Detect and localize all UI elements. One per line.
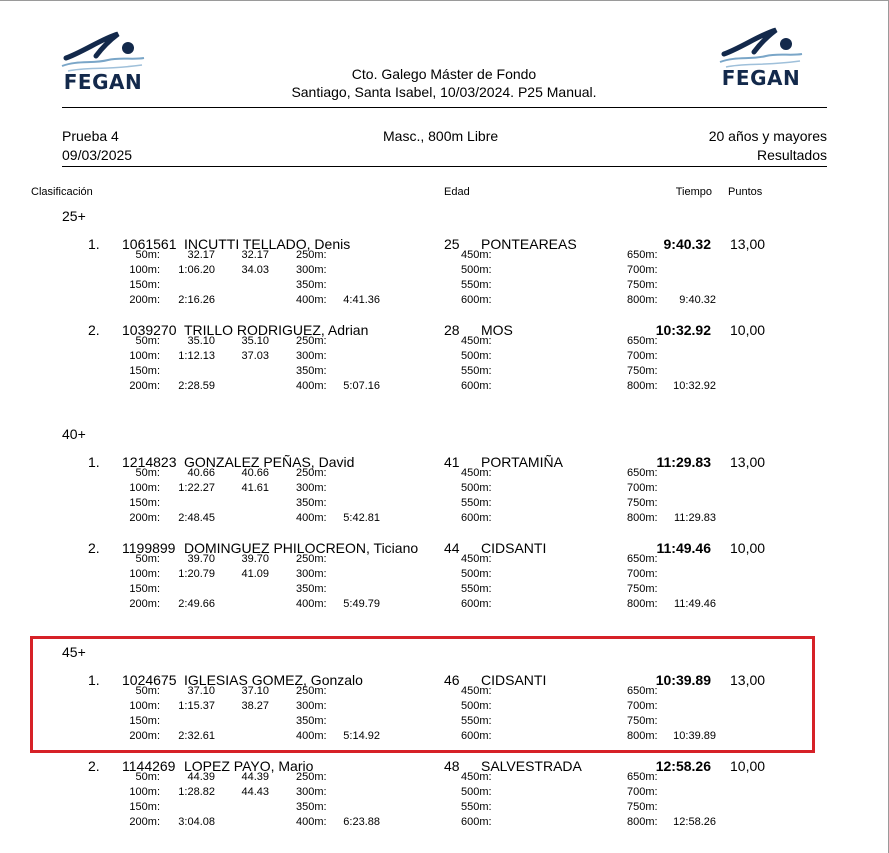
athlete-name: GONZALEZ PEÑAS, David <box>184 454 355 470</box>
athlete-name: LOPEZ PAYO, Mario <box>184 758 314 774</box>
athlete-name: TRILLO RODRIGUEZ, Adrian <box>184 322 369 338</box>
split-distance: 700m: <box>627 786 658 798</box>
athlete-name: INCUTTI TELLADO, Denis <box>184 236 351 252</box>
split-distance: 400m: <box>296 294 327 306</box>
split-distance: 350m: <box>296 279 327 291</box>
athlete-points: 10,00 <box>730 322 766 338</box>
athlete-time: 10:32.92 <box>655 322 711 338</box>
split-distance: 700m: <box>627 482 658 494</box>
athlete-club: CIDSANTI <box>481 540 547 556</box>
split-distance: 300m: <box>296 482 327 494</box>
split-distance: 700m: <box>627 264 658 276</box>
event-date: 09/03/2025 <box>62 147 133 163</box>
swimmer-icon <box>716 26 806 70</box>
category-label: 40+ <box>62 426 86 442</box>
split-time: 1:06.20 <box>178 264 215 276</box>
split-distance: 750m: <box>627 715 658 727</box>
split-distance: 100m: <box>129 700 160 712</box>
top-border <box>0 0 889 1</box>
split-distance: 150m: <box>129 715 160 727</box>
col-classification: Clasificación <box>31 186 93 198</box>
athlete-age: 28 <box>444 322 460 338</box>
athlete-license: 1024675 <box>122 672 177 688</box>
split-distance: 750m: <box>627 279 658 291</box>
split-time: 2:49.66 <box>178 598 215 610</box>
split-distance: 50m: <box>135 685 160 697</box>
split-time: 35.10 <box>187 335 215 347</box>
split-distance: 500m: <box>461 350 492 362</box>
split-distance: 250m: <box>296 249 327 261</box>
split-time: 11:49.46 <box>673 598 716 610</box>
lap-time: 35.10 <box>241 335 269 347</box>
col-time: Tiempo <box>675 186 712 198</box>
split-distance: 800m: <box>627 598 658 610</box>
split-time: 12:58.26 <box>673 816 716 828</box>
split-distance: 100m: <box>129 568 160 580</box>
athlete-place: 2. <box>88 322 100 338</box>
athlete-points: 13,00 <box>730 236 766 252</box>
split-distance: 350m: <box>296 497 327 509</box>
split-distance: 450m: <box>461 685 492 697</box>
split-time: 1:20.79 <box>178 568 215 580</box>
fegan-logo-left <box>58 30 148 94</box>
athlete-place: 2. <box>88 758 100 774</box>
split-distance: 400m: <box>296 730 327 742</box>
athlete-age: 46 <box>444 672 460 688</box>
split-distance: 150m: <box>129 583 160 595</box>
split-time: 2:48.45 <box>178 512 215 524</box>
split-distance: 600m: <box>461 512 492 524</box>
split-time: 2:16.26 <box>178 294 215 306</box>
split-distance: 750m: <box>627 801 658 813</box>
split-distance: 600m: <box>461 598 492 610</box>
athlete-age: 44 <box>444 540 460 556</box>
athlete-time: 10:39.89 <box>655 672 711 688</box>
split-distance: 800m: <box>627 816 658 828</box>
split-distance: 600m: <box>461 380 492 392</box>
split-distance: 100m: <box>129 350 160 362</box>
athlete-license: 1039270 <box>122 322 177 338</box>
athlete-club: PONTEAREAS <box>481 236 577 252</box>
split-distance: 150m: <box>129 279 160 291</box>
split-distance: 550m: <box>461 801 492 813</box>
split-distance: 200m: <box>129 598 160 610</box>
split-distance: 500m: <box>461 482 492 494</box>
split-time: 2:28.59 <box>178 380 215 392</box>
lap-time: 41.61 <box>241 482 269 494</box>
event-status: Resultados <box>756 147 827 163</box>
event-number: Prueba 4 <box>62 128 119 144</box>
header-divider <box>62 107 827 108</box>
athlete-license: 1144269 <box>122 758 176 774</box>
athlete-points: 10,00 <box>730 758 766 774</box>
split-distance: 700m: <box>627 700 658 712</box>
split-time: 1:15.37 <box>178 700 215 712</box>
split-distance: 800m: <box>627 730 658 742</box>
split-distance: 150m: <box>129 497 160 509</box>
athlete-points: 13,00 <box>730 672 766 688</box>
athlete-age: 48 <box>444 758 460 774</box>
split-distance: 450m: <box>461 467 492 479</box>
split-time: 1:28.82 <box>178 786 215 798</box>
split-distance: 800m: <box>627 512 658 524</box>
split-distance: 750m: <box>627 365 658 377</box>
split-distance: 800m: <box>627 380 658 392</box>
athlete-place: 1. <box>88 236 100 252</box>
info-divider <box>62 166 827 167</box>
split-distance: 350m: <box>296 801 327 813</box>
athlete-time: 11:49.46 <box>656 540 711 556</box>
lap-time: 44.39 <box>241 771 269 783</box>
split-distance: 650m: <box>627 553 658 565</box>
athlete-name: DOMINGUEZ PHILOCREON, Ticiano <box>184 540 419 556</box>
split-time: 5:42.81 <box>343 512 380 524</box>
split-distance: 700m: <box>627 350 658 362</box>
category-label: 25+ <box>62 208 86 224</box>
split-distance: 250m: <box>296 467 327 479</box>
split-distance: 50m: <box>135 771 160 783</box>
athlete-name: IGLESIAS GOMEZ, Gonzalo <box>184 672 363 688</box>
split-time: 10:32.92 <box>673 380 716 392</box>
split-distance: 300m: <box>296 264 327 276</box>
split-distance: 550m: <box>461 497 492 509</box>
athlete-club: CIDSANTI <box>481 672 547 688</box>
split-time: 3:04.08 <box>178 816 215 828</box>
split-distance: 50m: <box>135 467 160 479</box>
col-points: Puntos <box>728 186 763 198</box>
athlete-place: 1. <box>88 672 100 688</box>
split-distance: 50m: <box>135 335 160 347</box>
split-distance: 100m: <box>129 786 160 798</box>
split-time: 11:29.83 <box>673 512 716 524</box>
split-time: 2:32.61 <box>178 730 215 742</box>
athlete-age: 41 <box>444 454 460 470</box>
split-distance: 600m: <box>461 730 492 742</box>
split-distance: 500m: <box>461 786 492 798</box>
split-distance: 250m: <box>296 685 327 697</box>
split-distance: 650m: <box>627 249 658 261</box>
split-distance: 450m: <box>461 249 492 261</box>
split-distance: 650m: <box>627 685 658 697</box>
split-distance: 450m: <box>461 771 492 783</box>
event-age-group: 20 años y mayores <box>708 128 827 144</box>
split-time: 40.66 <box>187 467 215 479</box>
split-distance: 200m: <box>129 294 160 306</box>
split-time: 32.17 <box>187 249 215 261</box>
event-name: Masc., 800m Libre <box>383 128 499 144</box>
split-distance: 250m: <box>296 553 327 565</box>
split-distance: 300m: <box>296 786 327 798</box>
athlete-age: 25 <box>444 236 460 252</box>
split-distance: 150m: <box>129 365 160 377</box>
split-distance: 200m: <box>129 816 160 828</box>
split-distance: 350m: <box>296 715 327 727</box>
split-distance: 650m: <box>627 771 658 783</box>
split-time: 5:14.92 <box>343 730 380 742</box>
split-time: 9:40.32 <box>679 294 716 306</box>
split-distance: 750m: <box>627 497 658 509</box>
split-distance: 200m: <box>129 512 160 524</box>
split-distance: 800m: <box>627 294 658 306</box>
fegan-logo-right <box>716 26 806 90</box>
split-distance: 650m: <box>627 467 658 479</box>
split-distance: 700m: <box>627 568 658 580</box>
athlete-points: 13,00 <box>730 454 766 470</box>
split-distance: 400m: <box>296 512 327 524</box>
split-distance: 350m: <box>296 365 327 377</box>
lap-time: 34.03 <box>241 264 269 276</box>
lap-time: 44.43 <box>241 786 269 798</box>
split-distance: 750m: <box>627 583 658 595</box>
split-time: 5:49.79 <box>343 598 380 610</box>
athlete-club: MOS <box>481 322 513 338</box>
split-distance: 250m: <box>296 771 327 783</box>
split-distance: 400m: <box>296 816 327 828</box>
split-time: 39.70 <box>187 553 215 565</box>
split-time: 44.39 <box>187 771 215 783</box>
split-distance: 250m: <box>296 335 327 347</box>
athlete-place: 2. <box>88 540 100 556</box>
athlete-license: 1214823 <box>122 454 177 470</box>
split-distance: 50m: <box>135 553 160 565</box>
lap-time: 37.03 <box>241 350 269 362</box>
split-time: 4:41.36 <box>343 294 380 306</box>
split-distance: 550m: <box>461 583 492 595</box>
col-age: Edad <box>444 186 470 198</box>
athlete-time: 11:29.83 <box>656 454 711 470</box>
lap-time: 32.17 <box>241 249 269 261</box>
split-distance: 650m: <box>627 335 658 347</box>
split-distance: 500m: <box>461 700 492 712</box>
split-distance: 400m: <box>296 598 327 610</box>
split-distance: 300m: <box>296 350 327 362</box>
split-distance: 100m: <box>129 264 160 276</box>
athlete-license: 1199899 <box>122 540 176 556</box>
split-time: 37.10 <box>187 685 215 697</box>
split-distance: 450m: <box>461 335 492 347</box>
lap-time: 41.09 <box>241 568 269 580</box>
category-label: 45+ <box>62 644 86 660</box>
meet-title: Cto. Galego Máster de Fondo <box>351 66 537 82</box>
swimmer-icon <box>58 30 148 74</box>
split-distance: 100m: <box>129 482 160 494</box>
split-time: 5:07.16 <box>343 380 380 392</box>
split-distance: 50m: <box>135 249 160 261</box>
athlete-license: 1061561 <box>122 236 177 252</box>
split-distance: 550m: <box>461 365 492 377</box>
split-distance: 500m: <box>461 568 492 580</box>
split-distance: 450m: <box>461 553 492 565</box>
split-distance: 600m: <box>461 816 492 828</box>
split-distance: 200m: <box>129 380 160 392</box>
lap-time: 38.27 <box>241 700 269 712</box>
split-time: 1:22.27 <box>178 482 215 494</box>
meet-subtitle: Santiago, Santa Isabel, 10/03/2024. P25 Manual. <box>291 84 597 100</box>
split-time: 6:23.88 <box>343 816 380 828</box>
lap-time: 39.70 <box>241 553 269 565</box>
athlete-time: 12:58.26 <box>655 758 711 774</box>
athlete-place: 1. <box>88 454 100 470</box>
athlete-time: 9:40.32 <box>663 236 711 252</box>
logo-text: FEGAN <box>721 66 801 90</box>
athlete-points: 10,00 <box>730 540 766 556</box>
split-distance: 300m: <box>296 700 327 712</box>
lap-time: 40.66 <box>241 467 269 479</box>
split-distance: 300m: <box>296 568 327 580</box>
athlete-club: PORTAMIÑA <box>481 454 563 470</box>
split-distance: 350m: <box>296 583 327 595</box>
split-time: 10:39.89 <box>673 730 716 742</box>
athlete-club: SALVESTRADA <box>481 758 582 774</box>
split-distance: 500m: <box>461 264 492 276</box>
lap-time: 37.10 <box>241 685 269 697</box>
split-distance: 200m: <box>129 730 160 742</box>
split-distance: 600m: <box>461 294 492 306</box>
split-distance: 400m: <box>296 380 327 392</box>
logo-text: FEGAN <box>63 70 143 94</box>
split-distance: 150m: <box>129 801 160 813</box>
split-distance: 550m: <box>461 279 492 291</box>
split-time: 1:12.13 <box>178 350 215 362</box>
split-distance: 550m: <box>461 715 492 727</box>
highlight-box <box>30 636 815 753</box>
